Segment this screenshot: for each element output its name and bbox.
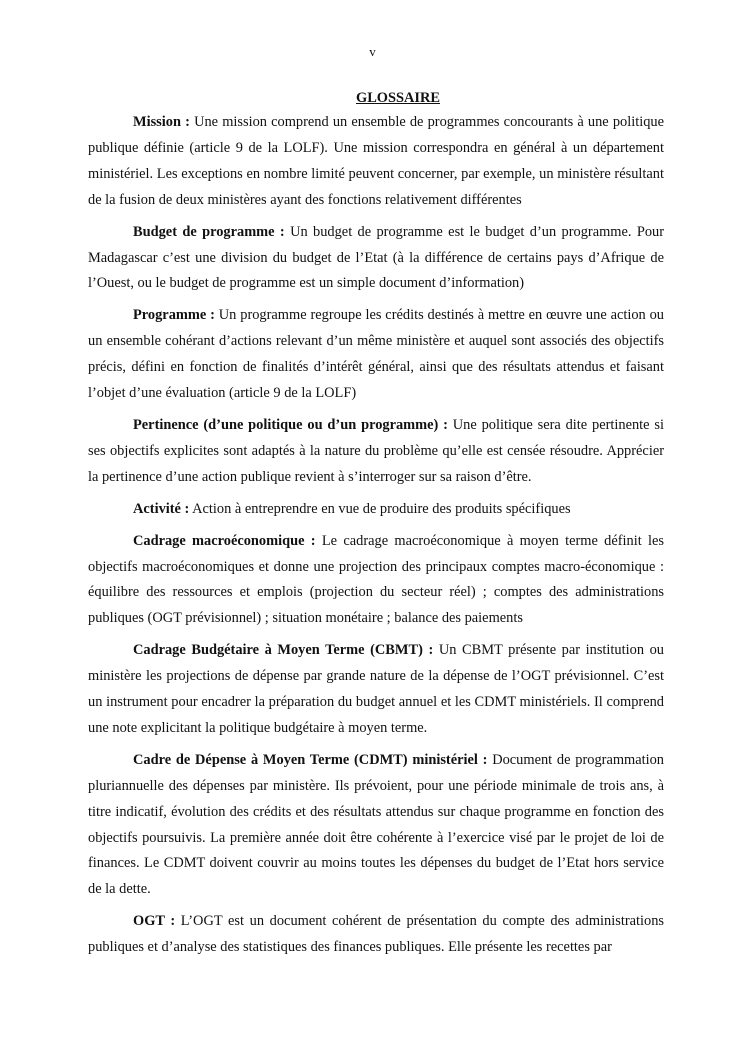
document-body — [88, 88, 664, 967]
glossary-term: Programme : — [133, 307, 215, 324]
glossary-term: OGT : — [133, 913, 176, 930]
glossary-entry-cdmt — [88, 748, 664, 903]
glossary-term: Cadrage Budgétaire à Moyen Terme (CBMT) : — [133, 642, 434, 659]
glossary-definition: Action à entreprendre en vue de produire des produits spécifiques — [189, 500, 571, 517]
page-title: GLOSSAIRE — [356, 90, 440, 106]
glossary-entry-cbmt — [88, 638, 664, 742]
glossary-term: Budget de programme : — [133, 223, 285, 240]
glossary-definition: Un CBMT présente par institution ou ministère les projections de dépense par grande nature de la dépense de l’OGT prévisionnel. C’est un instrument pour encadrer la préparation du budget annuel et les CDMT ministériels. Il comprend une note explicitant la politique budgétaire à moyen terme. — [88, 642, 664, 736]
glossary-entry-mission — [88, 110, 664, 214]
glossary-term: Cadre de Dépense à Moyen Terme (CDMT) ministériel : — [133, 751, 488, 768]
glossary-term: Pertinence (d’une politique ou d’un programme) : — [133, 416, 448, 433]
glossary-entry-cadrage-macroeconomique — [88, 529, 664, 633]
glossary-definition: Un programme regroupe les crédits destinés à mettre en œuvre une action ou un ensemble cohérant d’actions relevant d’un même ministère et auquel sont associés des objectifs précis, défini en fonction de finalités d’intérêt général, ainsi que des résultats attendus et faisant l’objet d’une évaluation (article 9 de la LOLF) — [88, 307, 664, 402]
glossary-definition: Une politique sera dite pertinente si ses objectifs explicites sont adaptés à la nature du problème qu’elle est censée résoudre. Apprécier la pertinence d’une action publique revient à s’interroger sur sa raison d’être. — [88, 416, 664, 485]
glossary-entry-pertinence — [88, 413, 664, 491]
glossary-entry-budget-de-programme — [88, 220, 664, 298]
page-number: v — [369, 44, 376, 59]
glossary-term: Activité : — [133, 500, 190, 517]
glossary-entry-ogt — [88, 909, 664, 961]
glossary-definition: L’OGT est un document cohérent de présentation du compte des administrations publiques et d’analyse des statistiques des finances publiques. Elle présente les recettes par — [88, 913, 664, 956]
glossary-term: Cadrage macroéconomique : — [133, 532, 316, 549]
glossary-definition: Le cadrage macroéconomique à moyen terme définit les objectifs macroéconomiques et donne une projection des principaux comptes macro-économique : équilibre des ressources et emplois (projection du secteur réel) ; comptes des administrations publiques (OGT prévisionnel) ; situation monétaire ; balance des paiements — [88, 532, 665, 627]
glossary-entry-activite — [88, 497, 664, 523]
glossary-definition: Document de programmation pluriannuelle des dépenses par ministère. Ils prévoient, pour une période minimale de trois ans, à titre indicatif, évolution des crédits et des résultats attendus sur chaque programme en fonction des objectifs poursuivis. La première année doit être cohérente à l’exercice visé par le projet de loi de finances. Le CDMT doivent couvrir au moins toutes les dépenses du budget de l’Etat hors service de la dette. — [88, 751, 664, 898]
glossary-definition: Une mission comprend un ensemble de programmes concourants à une politique publique définie (article 9 de la LOLF). Une mission correspondra en général à un département ministériel. Les exceptions en nombre limité peuvent concerner, par exemple, un ministère résultant de la fusion de deux ministères ayant des fonctions relativement différentes — [88, 114, 664, 208]
glossary-term: Mission : — [133, 114, 190, 130]
glossary-definition: Un budget de programme est le budget d’un programme. Pour Madagascar c’est une division du budget de l’Etat (à la différence de certains pays d’Afrique de l’Ouest, ou le budget de programme est un simple document d’information) — [88, 223, 665, 292]
glossary-entry-programme — [88, 303, 664, 407]
